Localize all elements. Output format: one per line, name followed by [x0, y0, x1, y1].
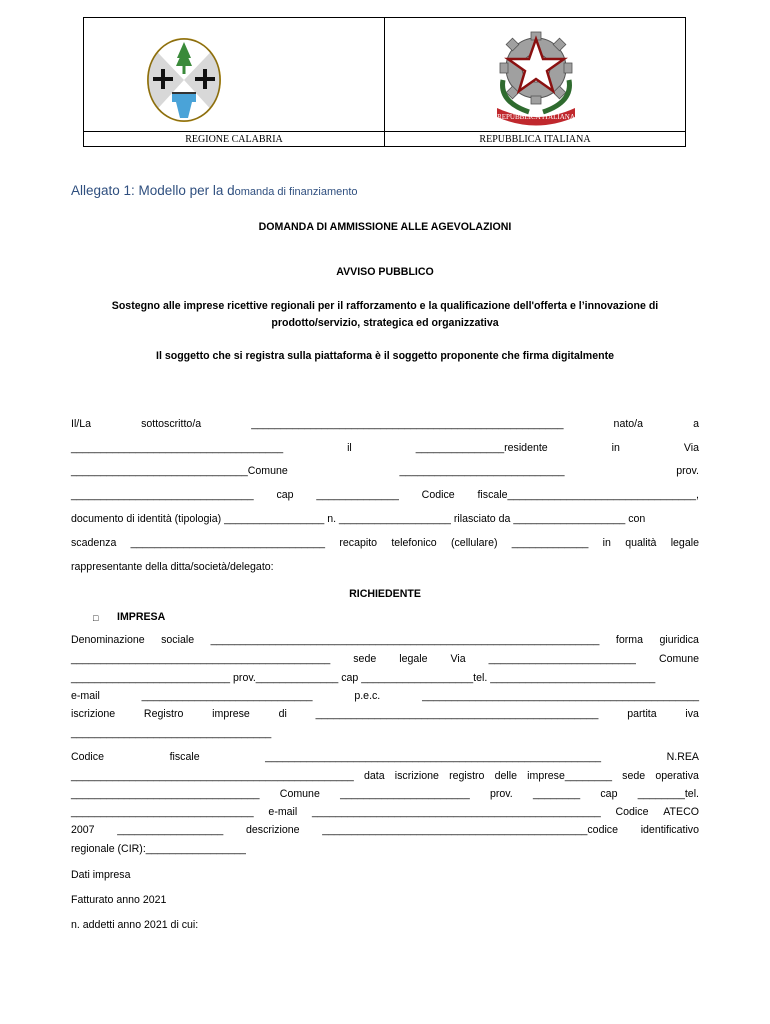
- form-label: registro: [449, 770, 485, 782]
- form-blank-field[interactable]: ________________________________________________: [71, 770, 354, 782]
- form-label: iscrizione: [394, 770, 439, 782]
- form-line: [71, 489, 699, 502]
- form-blank-field[interactable]: ________________________________: [71, 788, 260, 800]
- form-blank-field[interactable]: _____________________________________________codice: [322, 824, 619, 836]
- form-blank-field[interactable]: ______________________________Comune: [71, 465, 288, 477]
- form-label: descrizione: [245, 824, 300, 836]
- fatturato-label: Fatturato anno 2021: [71, 894, 167, 906]
- form-label: Registro: [143, 708, 184, 720]
- form-blank-field[interactable]: imprese________: [527, 770, 612, 782]
- heading-richiedente: RICHIEDENTE: [349, 588, 421, 600]
- form-label: recapito: [339, 537, 378, 549]
- regione-calabria-caption: REGIONE CALABRIA: [185, 134, 283, 145]
- form-label: telefonico: [391, 537, 437, 549]
- form-blank-field[interactable]: fiscale________________________________,: [477, 489, 699, 501]
- form-label: sede: [622, 770, 646, 782]
- document-title: [71, 182, 358, 200]
- form-line: [71, 788, 699, 801]
- form-blank-field[interactable]: ________: [532, 788, 581, 800]
- form-label: qualità: [625, 537, 657, 549]
- form-label: iva: [685, 708, 699, 720]
- form-blank-field[interactable]: _______________________________: [71, 489, 254, 501]
- form-label: Il/La: [71, 418, 92, 430]
- form-line: [71, 806, 699, 819]
- form-blank-field[interactable]: _______________residente: [415, 442, 548, 454]
- form-blank-field[interactable]: ____________________________________________: [71, 653, 331, 665]
- form-blank-field[interactable]: _____________________________________________________: [251, 418, 564, 430]
- form-label: scadenza: [71, 537, 117, 549]
- form-blank-field[interactable]: ______________________: [340, 788, 470, 800]
- form-blank-field[interactable]: ____________________________________: [71, 442, 284, 454]
- svg-text:REPUBBLICA ITALIANA: REPUBBLICA ITALIANA: [497, 113, 575, 121]
- form-line: [71, 751, 699, 764]
- form-label: ATECO: [663, 806, 699, 818]
- form-label: Comune: [279, 788, 320, 800]
- form-label: Codice: [71, 751, 104, 763]
- form-blank-field[interactable]: _____________: [511, 537, 589, 549]
- form-blank-field[interactable]: ______________: [316, 489, 399, 501]
- form-label: cap: [276, 489, 294, 501]
- form-line: [71, 513, 699, 526]
- form-label: delle: [494, 770, 517, 782]
- form-label: sociale: [161, 634, 195, 646]
- form-blank-field[interactable]: ___________________________ prov.______________ cap ___________________tel. ____________________________: [71, 672, 656, 684]
- form-label: identificativo: [640, 824, 699, 836]
- header-caption-divider: [84, 131, 685, 132]
- title-rest: omanda di finanziamento: [234, 186, 358, 198]
- subtitle-line-1: Sostegno alle imprese ricettive regionali per il rafforzamento e la qualificazione dell'offerta e l’innovazione di: [111, 300, 659, 312]
- form-blank-field[interactable]: __________________: [117, 824, 224, 836]
- heading-avviso: AVVISO PUBBLICO: [336, 266, 434, 278]
- form-blank-field[interactable]: __________________________________: [71, 727, 272, 739]
- form-blank-field[interactable]: _______________________________: [71, 806, 254, 818]
- form-label: forma: [615, 634, 644, 646]
- form-label: legale: [670, 537, 699, 549]
- repubblica-italiana-caption: REPUBBLICA ITALIANA: [479, 134, 591, 145]
- form-label: in: [602, 537, 611, 549]
- form-label: legale: [399, 653, 428, 665]
- form-label: di: [278, 708, 287, 720]
- form-blank-field[interactable]: documento di identità (tipologia) _________________ n. ___________________ rilasciato da ___________________ con: [71, 513, 646, 525]
- form-blank-field[interactable]: regionale (CIR):_________________: [71, 843, 246, 855]
- form-label: Via: [450, 653, 466, 665]
- header-divider: [384, 18, 385, 146]
- form-label: giuridica: [659, 634, 699, 646]
- form-blank-field[interactable]: _____________________________: [141, 690, 313, 702]
- form-label: sottoscritto/a: [141, 418, 202, 430]
- form-line: [71, 727, 699, 740]
- subtitle-line-2: prodotto/servizio, strategica ed organizzativa: [271, 317, 499, 329]
- form-blank-field[interactable]: ____________________________: [399, 465, 565, 477]
- form-label: Comune: [658, 653, 699, 665]
- title-main: Allegato 1: Modello per la d: [71, 183, 235, 198]
- form-blank-field[interactable]: __________________________________________________________________: [210, 634, 600, 646]
- heading-impresa: IMPRESA: [117, 611, 166, 623]
- form-label: data: [363, 770, 385, 782]
- form-label: Codice: [615, 806, 649, 818]
- form-label: nato/a: [613, 418, 644, 430]
- header-table: [83, 17, 686, 147]
- form-blank-field[interactable]: ________________________________________________: [315, 708, 599, 720]
- form-label: p.e.c.: [354, 690, 381, 702]
- form-line: [71, 672, 699, 685]
- form-blank-field[interactable]: _________________________________: [130, 537, 326, 549]
- heading-domanda: DOMANDA DI AMMISSIONE ALLE AGEVOLAZIONI: [258, 221, 512, 233]
- repubblica-italiana-emblem: [489, 22, 583, 128]
- form-line: [71, 770, 699, 783]
- addetti-label: n. addetti anno 2021 di cui:: [71, 919, 199, 931]
- form-label: N.REA: [666, 751, 699, 763]
- form-blank-field[interactable]: _________________________________________________: [312, 806, 601, 818]
- form-label: prov.: [676, 465, 699, 477]
- form-label: operativa: [655, 770, 699, 782]
- form-blank-field[interactable]: _________________________: [488, 653, 636, 665]
- form-label: e-mail: [268, 806, 298, 818]
- form-line: [71, 690, 699, 703]
- form-line: [71, 537, 699, 550]
- form-label: iscrizione: [71, 708, 116, 720]
- form-line: [71, 634, 699, 647]
- form-line: [71, 843, 699, 856]
- form-label: (cellulare): [450, 537, 498, 549]
- form-blank-field[interactable]: _______________________________________________: [422, 690, 699, 702]
- registration-notice: Il soggetto che si registra sulla piattaforma è il soggetto proponente che firma digitalmente: [156, 350, 614, 362]
- form-line: [71, 708, 699, 721]
- form-label: in: [611, 442, 620, 454]
- form-label: partita: [627, 708, 657, 720]
- form-label: Via: [683, 442, 699, 454]
- regione-calabria-logo: [142, 36, 226, 126]
- dati-impresa-label: Dati impresa: [71, 869, 131, 881]
- form-label: imprese: [212, 708, 250, 720]
- form-blank-field[interactable]: _________________________________________________________: [265, 751, 602, 763]
- form-line: [71, 465, 699, 478]
- impresa-checkbox[interactable]: □: [93, 613, 99, 623]
- form-line: [71, 442, 699, 455]
- form-blank-field[interactable]: ________tel.: [637, 788, 699, 800]
- form-label: e-mail: [71, 690, 100, 702]
- form-label: cap: [600, 788, 618, 800]
- form-label: prov.: [489, 788, 513, 800]
- form-line: [71, 653, 699, 666]
- form-label: sede: [353, 653, 377, 665]
- form-label: Codice: [421, 489, 455, 501]
- form-line: [71, 561, 699, 574]
- form-label: a: [693, 418, 699, 430]
- form-label: Denominazione: [71, 634, 145, 646]
- form-label: 2007: [71, 824, 95, 836]
- form-label: il: [347, 442, 352, 454]
- form-label: fiscale: [169, 751, 200, 763]
- form-line: [71, 418, 699, 431]
- form-line: [71, 824, 699, 837]
- form-label: rappresentante della ditta/società/delegato:: [71, 561, 274, 573]
